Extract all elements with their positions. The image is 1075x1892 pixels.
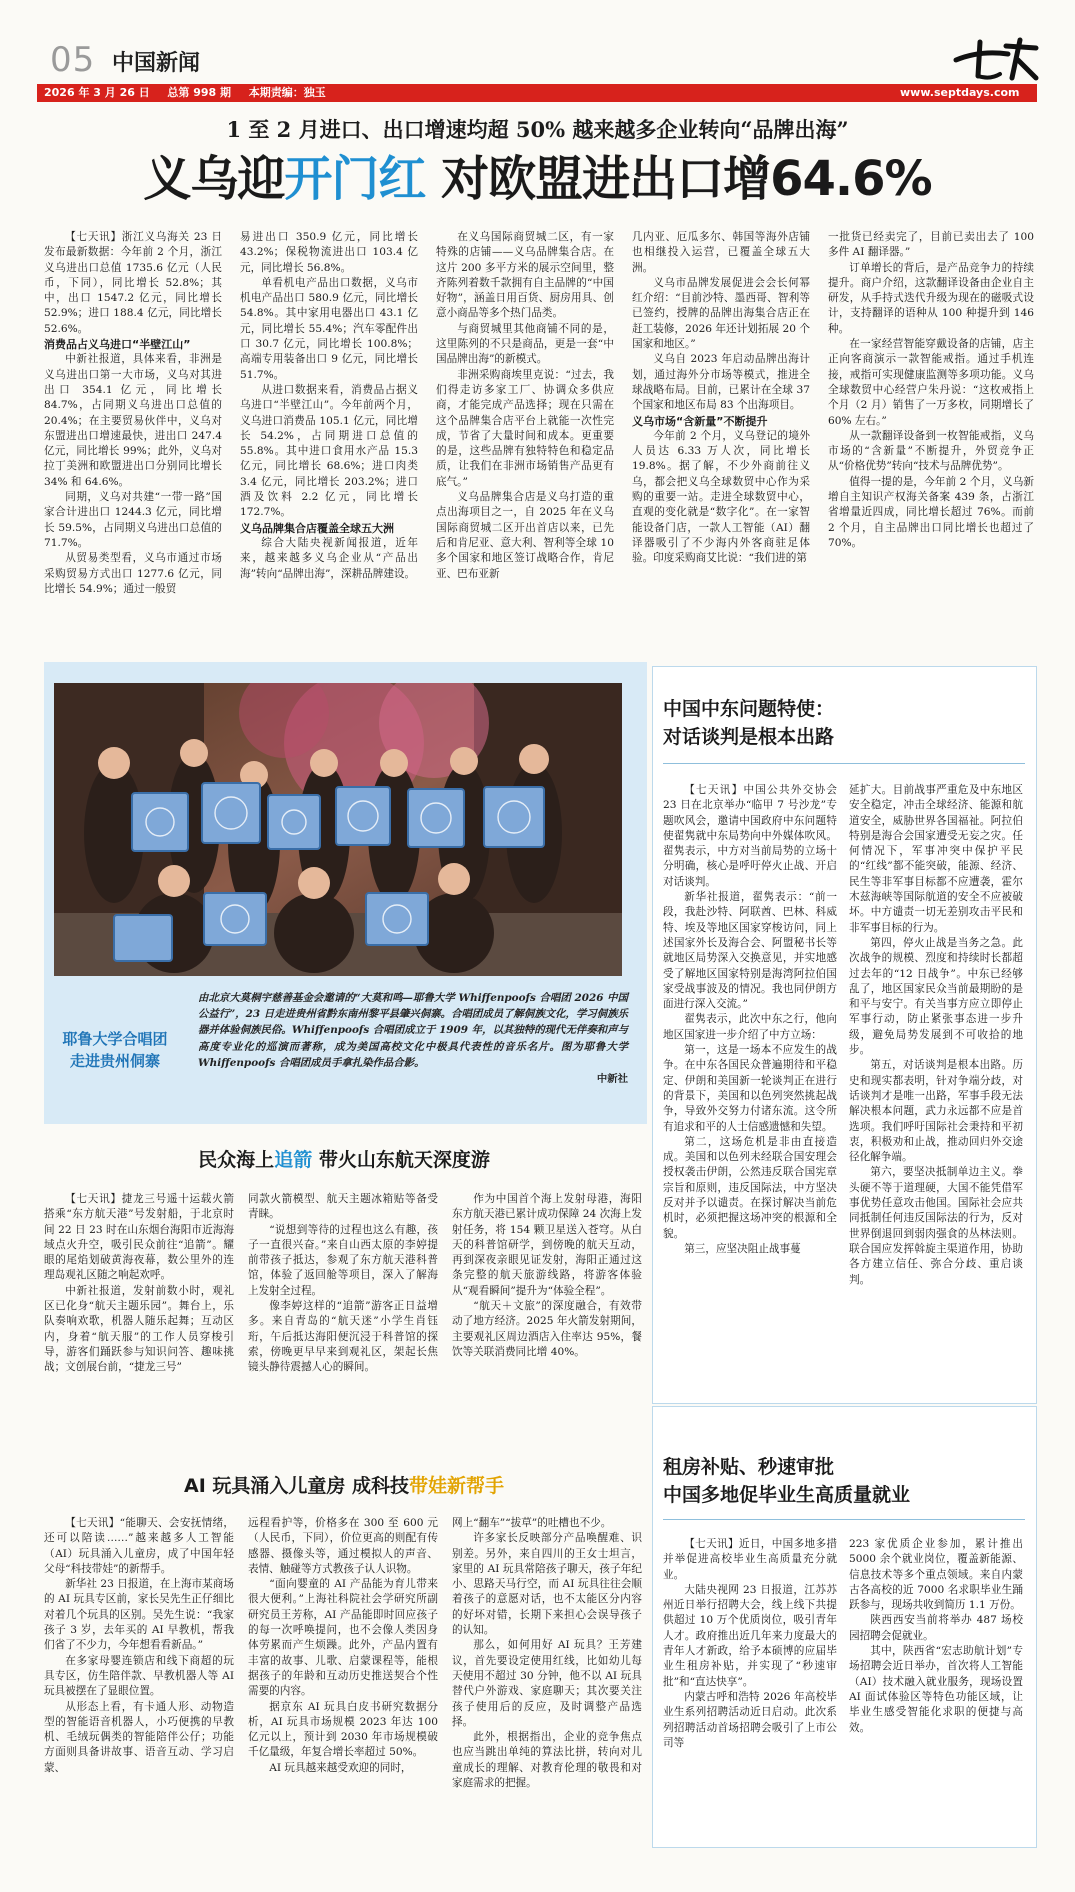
paragraph: 第五，对话谈判是根本出路。历史和现实都表明，针对争端分歧，对话谈判才是唯一出路，军事手段无法解决根本问题，武力永远都不应是首选项。我们呼吁国际社会秉持和平初衷，积极劝和止战，推动回归外交途径化解争端。 xyxy=(849,1059,1023,1164)
headline-highlight: 带娃新帮手 xyxy=(409,1475,505,1497)
sidebar-rule xyxy=(663,763,1025,764)
logo-mark-icon xyxy=(950,36,1040,82)
sidebar-title: 租房补贴、秒速审批 中国多地促毕业生高质量就业 xyxy=(663,1456,911,1506)
paragraph: 在一家经营智能穿戴设备的店铺，店主正向客商演示一款智能戒指。通过手机连接，戒指可实现健康监测等多项功能。义乌全球数贸中心经营户朱丹说：“这枚戒指上个月（2 月）销售了一万多枚，同期增长了 60% 左右。” xyxy=(828,338,1034,427)
paragraph: 翟隽表示，此次中东之行，他向地区国家进一步介绍了中方立场： xyxy=(663,1013,837,1041)
paragraph: 作为中国首个海上发射母港，海阳东方航天港已累计成功保障 24 次海上发射任务，将 154 颗卫星送入苍穹。从白天的科普馆研学，到傍晚的航天互动，再到深夜亲眼见证发射，海阳正通过这条完整的航天旅游线路，将游客体验从“观看瞬间”提升为“体验全程”。 xyxy=(452,1193,642,1297)
headline-part-1: 义乌迎 xyxy=(143,151,285,207)
paragraph: AI 玩具越来越受欢迎的同时， xyxy=(269,1761,412,1774)
paragraph: 从一款翻译设备到一枚智能戒指，义乌市场的“含新量”不断提升，外贸竞争正从“价格优势”转向“技术与品牌优势”。 xyxy=(828,429,1034,473)
rocket-column-1 xyxy=(44,1192,234,1482)
paragraph: 此外，根据指出，企业的竞争焦点也应当跳出单纯的算法比拼，转向对儿童成长的理解、对教育伦理的敬畏和对家庭需求的把握。 xyxy=(452,1731,642,1790)
sidebar-title: 中国中东问题特使： 对话谈判是根本出路 xyxy=(663,698,835,748)
headline-part-2: 对欧盟进出口增64.6% xyxy=(425,151,932,207)
paragraph: 单看机电产品出口数据，义乌市机电产品出口 580.9 亿元，同比增长 54.8%。其中家用电器出口 43.1 亿元，同比增长 55.4%；汽车零配件出口 30.7 亿元，同比增长 100.8%；高端专用装备出口 9 亿元，同比增长 51.7%。 xyxy=(240,276,418,381)
paragraph: 在义乌国际商贸城二区，有一家特殊的店铺——义乌品牌集合店。在这片 200 多平方米的展示空间里，整齐陈列着数千款拥有自主品牌的“中国好物”，涵盖日用百货、厨房用具、创意小商品等多个热门品类。 xyxy=(436,231,614,320)
paragraph: 义乌自 2023 年启动品牌出海计划，通过海外分市场等模式，推进全球战略布局。目前，已累计在全球 37 个国家和地区布局 83 个出海项目。 xyxy=(632,353,810,412)
rocket-headline xyxy=(44,1146,644,1174)
lead-headline xyxy=(40,148,1035,210)
masthead xyxy=(0,0,1075,104)
subheading: 消费品占义乌进口“半壁江山” xyxy=(44,338,191,352)
paragraph: 易进出口 350.9 亿元，同比增长 43.2%；保税物流进出口 103.4 亿元，同比增长 56.8%。 xyxy=(240,231,418,274)
paragraph: 从进口数据来看，消费品占据义乌进口“半壁江山”。今年前两个月，义乌进口消费品 105.1 亿元，同比增长 54.2%，占同期进口总值的 55.8%。其中进口食用水产品 15.3 亿元，同比增长 68.6%；进口肉类 3.4 亿元，同比增长 203.2%；进口酒及饮料 2.2 亿元，同比增长 172.7%。 xyxy=(240,383,418,519)
paragraph: 【七天讯】“能聊天、会安抚情绪，还可以陪读……”越来越多人工智能（AI）玩具涌入儿童房，成了中国年轻父母“科技带娃”的新帮手。 xyxy=(44,1517,234,1575)
paragraph: 那么，如何用好 AI 玩具？王芳建议，首先要设定使用红线，比如幼儿每天使用不超过 30 分钟，他不以 AI 玩具替代户外游戏、家庭聊天；其次要关注孩子使用后的反应，及时调整产品选择。 xyxy=(452,1639,642,1728)
rocket-column-2 xyxy=(248,1192,438,1482)
paragraph: 第三，应坚决阻止战事蔓 xyxy=(684,1242,801,1255)
issue-date: 2026 年 3 月 26 日 xyxy=(44,86,150,99)
paragraph: 据京东 AI 玩具白皮书研究数据分析，AI 玩具市场规模 2023 年达 100 亿元以上，预计到 2030 年市场规模破千亿量级，年复合增长率超过 50%。 xyxy=(248,1700,438,1759)
editor-label: 本期责编： xyxy=(248,86,304,99)
lead-column-4 xyxy=(632,230,810,650)
paragraph: 内蒙古呼和浩特 2026 年高校毕业生系列招聘活动近日启动。此次系列招聘活动首场招聘会吸引了上市公司等 xyxy=(663,1690,837,1749)
paragraph: 大陆央视网 23 日报道，江苏苏州近日举行招聘大会，线上线下共提供超过 10 万个优质岗位，吸引青年人才。政府推出近几年来力度最大的青年人才新政，给予本硕博的应届毕业生租房补贴，并实现了“秒速审批”和“直达快享”。 xyxy=(663,1583,837,1688)
group-photo-illustration xyxy=(54,683,622,976)
section-name: 中国新闻 xyxy=(112,51,201,76)
paragraph: 远程看护等，价格多在 300 至 600 元（人民币，下同），价位更高的则配有传感器、摄像头等，通过模拟人的声音、表情、触碰等方式教孩子认人识物。 xyxy=(248,1517,438,1575)
paragraph: 非洲采购商埃里克说：“过去，我们得走访多家工厂、协调众多供应商，才能完成产品选择；现在只需在这个品牌集合店平台上就能一次性完成，节省了大量时间和成本。更重要的是，这些品牌有独特特色和稳定品质，让我们在非洲市场销售产品更有底气。” xyxy=(436,368,614,488)
sidebar-column-a xyxy=(663,1537,837,1837)
paragraph: 与商贸城里其他商铺不同的是，这里陈列的不只是商品，更是一套“中国品牌出海”的新模式。 xyxy=(436,322,614,366)
paragraph: 新华社报道，翟隽表示：“前一段，我赴沙特、阿联酋、巴林、科威特、埃及等地区国家穿梭访问，同上述国家外长及海合会、阿盟秘书长等就地区局势深入交换意见，并实地感受了解地区国家特别是海湾阿拉伯国家受战事波及的情况。我也同伊朗方面进行深入交流。” xyxy=(663,891,837,1011)
sidebar-mideast xyxy=(652,666,1037,1404)
lead-column-1 xyxy=(44,230,222,650)
lead-kicker: 1 至 2 月进口、出口增速均超 50% 越来越多企业转向“品牌出海” xyxy=(226,117,849,142)
paragraph: 新华社 23 日报道，在上海市某商场的 AI 玩具专区前，家长吴先生正仔细比对着几个玩具的区别。吴先生说：“我家孩子 3 岁，去年买的 AI 早教机，帮我们省了不少力，今年想看看新品。” xyxy=(44,1578,234,1652)
paragraph: 延扩大。目前战事严重危及中东地区安全稳定，冲击全球经济、能源和航道安全，威胁世界各国福祉。阿拉伯特别是海合会国家遭受无妄之灾。任何情况下，军事冲突中保护平民的“红线”都不能突破，能源、经济、民生等非军事目标都不应遭袭，霍尔木兹海峡等国际航道的安全不应被破坏。中方谴责一切无差别攻击平民和非军事目标的行为。 xyxy=(849,784,1023,934)
site-url[interactable]: www.septdays.com xyxy=(900,86,1020,99)
paragraph: “说想到等待的过程也这么有趣，孩子一直很兴奋。”来自山西太原的李婷提前带孩子抵达，参观了东方航天港科普馆，体验了返回舱等项目，深入了解海上发射全过程。 xyxy=(248,1223,438,1297)
photo-side-title: 耶鲁大学合唱团 走进贵州侗寨 xyxy=(62,1030,168,1070)
paragraph: 223 家优质企业参加，累计推出 5000 余个就业岗位，覆盖新能源、信息技术等多个重点领域。来自内蒙古各高校的近 7000 名求职毕业生踊跃参与，现场共收到简历 1.1 万份。 xyxy=(849,1538,1023,1612)
paragraph: “航天＋文旅”的深度融合，有效带动了地方经济。2025 年火箭发射期间，主要观礼区周边酒店入住率达 95%，餐饮等关联消费同比增 40%。 xyxy=(452,1300,642,1358)
paragraph: 【七天讯】中国公共外交协会 23 日在北京举办“临甲 7 号沙龙”专题吹风会，邀请中国政府中东问题特使翟隽就中东局势向中外媒体吹风。翟隽表示，中方对当前局势的立场十分明确，核心是呼吁停火止战、开启对话谈判。 xyxy=(663,784,837,888)
photo-caption xyxy=(198,990,628,1087)
sidebar-employment xyxy=(652,1406,1037,1848)
toys-column-2 xyxy=(248,1516,438,1846)
lead-column-3 xyxy=(436,230,614,650)
toys-column-1 xyxy=(44,1516,234,1846)
lead-column-2 xyxy=(240,230,418,650)
paragraph: 网上“翻车”“拔草”的吐槽也不少。 xyxy=(452,1517,612,1529)
paragraph: 义乌市品牌发展促进会会长何幂红介绍：“目前沙特、墨西哥、智利等已签约，授牌的品牌出海集合店正在赶工装修，2026 年还计划拓展 20 个国家和地区。” xyxy=(632,276,810,351)
rocket-column-3 xyxy=(452,1192,642,1482)
issue-number: 总第 998 期 xyxy=(167,86,232,99)
paragraph: 【七天讯】浙江义乌海关 23 日发布最新数据：今年前 2 个月，浙江义乌进出口总值 1735.6 亿元（人民币，下同），同比增长 52.8%；其中，出口 1547.2 亿元，同比增长 52.9%；进口 188.4 亿元，同比增长 52.6%。 xyxy=(44,231,222,335)
header-meta xyxy=(44,85,326,101)
headline-highlight: 追箭 xyxy=(274,1149,313,1171)
paragraph: 第六，要坚决抵制单边主义。拳头硬不等于道理硬，大国不能凭借军事优势任意攻击他国。国际社会应共同抵制任何违反国际法的行为，反对世界倒退回到弱肉强食的丛林法则。联合国应发挥斡旋主渠道作用，协助各方建立信任、弥合分歧、重启谈判。 xyxy=(849,1166,1023,1286)
paragraph: 从贸易类型看，义乌市通过市场采购贸易方式出口 1277.6 亿元，同比增长 54.9%；通过一般贸 xyxy=(44,552,222,595)
paragraph: 同款火箭模型、航天主题冰箱贴等备受青睐。 xyxy=(248,1193,438,1221)
news-photo xyxy=(54,683,622,976)
paragraph: 像李婷这样的“追箭”游客正日益增多。来自青岛的“航天迷”小学生肖钰珩，午后抵达海阳便沉浸于科普馆的探索，傍晚更早早来到观礼区，架起长焦镜头静待震撼人心的瞬间。 xyxy=(248,1300,438,1374)
sidebar-column-a xyxy=(663,783,837,1393)
paragraph: 第二，这场危机是非由直接造成。美国和以色列未经联合国安理会授权袭击伊朗，公然违反联合国宪章宗旨和原则，违反国际法，中方坚决反对并予以谴责。在探讨解决当前危机时，必须把握这场冲突的根源和全貌。 xyxy=(663,1135,837,1240)
headline-part-1: AI 玩具涌入儿童房 成科技 xyxy=(183,1475,409,1497)
toys-headline xyxy=(44,1472,644,1500)
headline-part-1: 民众海上 xyxy=(198,1149,275,1171)
paragraph: 第四，停火止战是当务之急。此次战争的规模、烈度和持续时长都超过去年的“12 日战争”。中东已经够乱了，地区国家民众当前最期盼的是和平与安宁。有关当事方应立即停止军事行动，防止紧张事态进一步升级，避免局势发展到不可收拾的地步。 xyxy=(849,936,1023,1057)
toys-column-3 xyxy=(452,1516,642,1846)
editor-name: 独玉 xyxy=(303,86,326,99)
logo xyxy=(950,36,1040,82)
lead-column-5 xyxy=(828,230,1034,650)
paragraph: 【七天讯】近日，中国多地多措并举促进高校毕业生高质量充分就业。 xyxy=(663,1538,837,1581)
paragraph: 中新社报道，发射前数小时，观礼区已化身“航天主题乐园”。舞台上，乐队奏响欢歌，机器人随乐起舞；互动区内，身着“航天服”的工作人员穿梭引导，游客们踊跃参与知识问答、趣味挑战；文创展台前，“捷龙三号” xyxy=(44,1284,234,1374)
paragraph: 义乌品牌集合店是义乌打造的重点出海项目之一，自 2025 年在义乌国际商贸城二区开出首店以来，已先后和肯尼亚、意大利、智利等全球 10 多个国家和地区签订战略合作，肯尼亚、巴布亚新 xyxy=(436,491,614,580)
sidebar-column-b xyxy=(849,1537,1023,1837)
paragraph: 几内亚、厄瓜多尔、韩国等海外店铺也相继投入运营，已覆盖全球五大洲。 xyxy=(632,231,810,274)
paragraph: 同期，义乌对共建“一带一路”国家合计进出口 1244.3 亿元，同比增长 59.5%，占同期义乌进出口总值的 71.7%。 xyxy=(44,491,222,549)
paragraph: 一批货已经卖完了，目前已卖出去了 100 多件 AI 翻译器。” xyxy=(828,231,1034,259)
caption-text: 由北京大莫桐宇慈善基金会邀请的“大莫和鸣—耶鲁大学 Whiffenpoofs 合唱团 2026 中国公益行”，23 日走进贵州省黔东南州黎平县肇兴侗寨。合唱团成员了解侗族文化，学习侗族乐器并体验侗族民俗。Whiffenpoofs 合唱团成立于 1909 年，以其独特的现代无伴奏和声与高度专业化的巡演而著称，成为美国高校文化中极具代表性的音乐名片。图为耶鲁大学 Whiffenpoofs 合唱团成员手拿扎染作品合影。 xyxy=(198,992,628,1069)
sidebar-column-b xyxy=(849,783,1023,1393)
subheading: 义乌市场“含新量”不断提升 xyxy=(632,414,768,428)
paragraph: 【七天讯】捷龙三号遥十运载火箭搭乘“东方航天港”号发射船，于北京时间 22 日 23 时在山东烟台海阳市近海海域点火升空，吸引民众前往“追箭”。耀眼的尾焰划破黄海夜幕，数公里外的连理岛观礼区随之响起欢呼。 xyxy=(44,1193,234,1282)
paragraph: 在多家母婴连锁店和线下商超的玩具专区，仿生陪伴款、早教机器人等 AI 玩具被摆在了显眼位置。 xyxy=(44,1654,234,1698)
paragraph: 今年前 2 个月，义乌登记的境外人员达 6.33 万人次，同比增长 19.8%。据了解，不少外商前往义乌，都会把义乌全球数贸中心作为采购的重要一站。走进全球数贸中心，直观的变化就是“数字化”。在一家智能设备门店，一款人工智能（AI）翻译器吸引了不少海内外客商驻足体验。印度采购商艾比说：“我们进的第 xyxy=(632,429,810,565)
paragraph: 许多家长反映部分产品唤醒难、识别差。另外，来自四川的王女士坦言，家里的 AI 玩具常陪孩子聊天，孩子年纪小、思路天马行空，而 AI 玩具往往会顺着孩子的意愿对话，也不太能区分内容的好坏对错，长期下来担心会误导孩子的认知。 xyxy=(452,1532,642,1637)
paragraph: 第一，这是一场本不应发生的战争。在中东各国民众普遍期待和平稳定、伊朗和美国新一轮谈判正在进行的背景下，美国和以色列突然挑起战争，导致外交努力付诸东流。这令所有追求和平的人士信感遗憾和失望。 xyxy=(663,1044,837,1133)
photo-credit: 中新社 xyxy=(596,1073,628,1086)
page-number: 05 xyxy=(50,40,96,80)
paragraph: 陕西西安当前将举办 487 场校园招聘会促就业。 xyxy=(849,1614,1023,1642)
headline-highlight: 开门红 xyxy=(284,151,426,207)
sidebar-rule xyxy=(663,1519,1025,1520)
subheading: 义乌品牌集合店覆盖全球五大洲 xyxy=(240,521,394,535)
paragraph: 综合大陆央视新闻报道，近年来，越来越多义乌企业从“产品出海”转向“品牌出海”，深耕品牌建设。 xyxy=(240,536,418,580)
paragraph: 其中，陕西省“宏志助航计划”专场招聘会近日举办，首次将人工智能（AI）技术融入就业服务，现场设置 AI 面试体验区等特色功能区域，让毕业生感受智能化求职的便捷与高效。 xyxy=(849,1645,1023,1734)
headline-part-2: 带火山东航天深度游 xyxy=(312,1149,490,1171)
paragraph: 中新社报道，具体来看，非洲是义乌进出口第一大市场，义乌对其进出口 354.1 亿元，同比增长 84.7%，占同期义乌进出口总值的 20.4%；在主要贸易伙伴中，义乌对东盟进出口增速最快，进出口 247.4 亿元，同比增长 99%；此外，义乌对拉丁美洲和欧盟进出口分别同比增长 34% 和 64.6%。 xyxy=(44,353,222,488)
paragraph: 从形态上看，有卡通人形、动物造型的智能语音机器人，小巧便携的早教机、毛绒玩偶类的智能陪伴公仔；功能方面则具备讲故事、语音互动、学习启蒙、 xyxy=(44,1700,234,1774)
paragraph: 订单增长的背后，是产品竞争力的持续提升。商户介绍，这款翻译设备由企业自主研发，从手持式迭代升级为现在的磁吸式设计，支持翻译的语种从 100 种提升到 146 种。 xyxy=(828,261,1034,335)
paragraph: 值得一提的是，今年前 2 个月，义乌新增自主知识产权海关备案 439 条，占浙江省增量近四成，同比增长超过 76%。而前 2 个月，自主品牌出口同比增长也超过了 70%。 xyxy=(828,475,1034,549)
paragraph: “面向婴童的 AI 产品能为育儿带来很大便利。”上海社科院社会学研究所副研究员王芳称，AI 产品能即时回应孩子的每一次呼唤提问，也不会像人类因身体劳累而产生烦躁。此外，产品内置有丰富的故事、儿歌、启蒙课程等，能根据孩子的年龄和互动历史推送契合个性需要的内容。 xyxy=(248,1578,438,1698)
